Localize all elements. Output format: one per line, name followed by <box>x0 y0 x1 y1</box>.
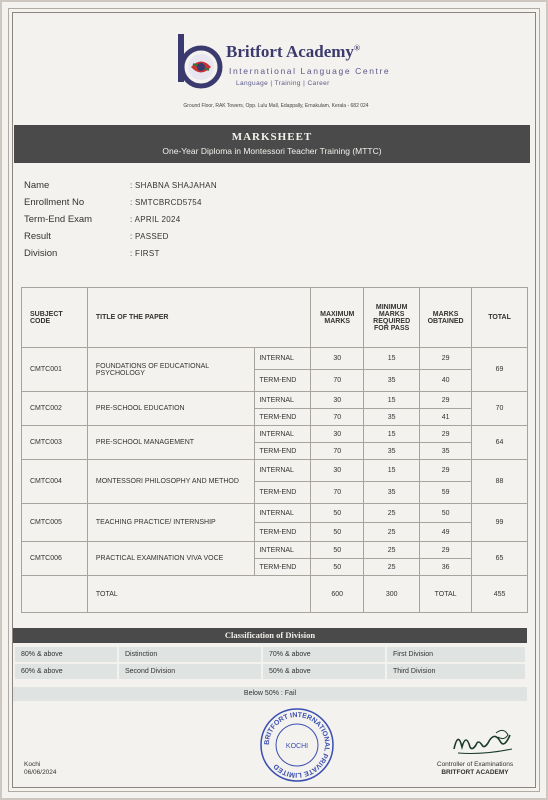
table-row <box>22 348 528 370</box>
issue-place: Kochi <box>24 761 41 768</box>
britfort-logo-icon <box>177 34 223 92</box>
company-seal-icon <box>259 707 335 783</box>
max-marks: 50 <box>311 523 364 542</box>
subject-total: 70 <box>472 392 528 426</box>
assessment-type: INTERNAL <box>255 504 311 523</box>
classification-division: Distinction <box>118 646 262 663</box>
marks-obtained: 29 <box>420 460 472 482</box>
classification-table <box>13 645 527 681</box>
assessment-type: TERM-END <box>255 559 311 576</box>
max-marks: 30 <box>311 392 364 409</box>
paper-title: MONTESSORI PHILOSOPHY AND METHOD <box>87 460 254 504</box>
course-name: One-Year Diploma in Montessori Teacher Training (MTTC) <box>162 146 382 156</box>
marks-obtained: 40 <box>420 370 472 392</box>
min-marks: 25 <box>364 542 420 559</box>
total-obtained-label: TOTAL <box>420 576 472 613</box>
min-marks: 35 <box>364 482 420 504</box>
table-row <box>22 460 528 482</box>
info-value: : APRIL 2024 <box>130 215 181 224</box>
fail-criteria: Below 50% : Fail <box>13 687 527 701</box>
controller-block <box>420 761 530 777</box>
controller-org: BRITFORT ACADEMY <box>441 769 509 776</box>
marks-obtained: 36 <box>420 559 472 576</box>
subject-code: CMTC004 <box>22 460 88 504</box>
assessment-type: TERM-END <box>255 370 311 392</box>
header-max-marks: MAXIMUM MARKS <box>311 288 364 348</box>
max-marks: 30 <box>311 426 364 443</box>
subject-code: CMTC003 <box>22 426 88 460</box>
assessment-type: TERM-END <box>255 409 311 426</box>
min-marks: 15 <box>364 392 420 409</box>
info-label: Term-End Exam <box>24 214 93 225</box>
assessment-type: INTERNAL <box>255 426 311 443</box>
header-title: TITLE OF THE PAPER <box>87 288 310 348</box>
min-marks: 35 <box>364 409 420 426</box>
issue-date: 06/06/2024 <box>24 769 57 776</box>
min-marks: 35 <box>364 443 420 460</box>
brand-tagline: Language | Training | Career <box>236 80 330 87</box>
min-marks: 25 <box>364 504 420 523</box>
max-marks: 50 <box>311 542 364 559</box>
min-marks: 25 <box>364 523 420 542</box>
subject-code: CMTC006 <box>22 542 88 576</box>
info-value: : SMTCBRCD5754 <box>130 198 202 207</box>
marks-obtained: 29 <box>420 542 472 559</box>
paper-title: PRE-SCHOOL EDUCATION <box>87 392 254 426</box>
info-label: Division <box>24 248 58 259</box>
header-total: TOTAL <box>472 288 528 348</box>
brand-subtitle: International Language Centre <box>229 66 391 76</box>
marks-obtained: 29 <box>420 348 472 370</box>
paper-title: PRACTICAL EXAMINATION VIVA VOCE <box>87 542 254 576</box>
paper-title: FOUNDATIONS OF EDUCATIONAL PSYCHOLOGY <box>87 348 254 392</box>
seal-ring-text: BRITFORT INTERNATIONAL PRIVATE LIMITED <box>263 711 331 779</box>
max-marks: 70 <box>311 409 364 426</box>
address: Ground Floor, RAK Towers, Opp. Lulu Mall, Edappally, Ernakulam, Kerala - 682 024 <box>183 103 369 109</box>
classification-range: 80% & above <box>14 646 118 663</box>
paper-title: TEACHING PRACTICE/ INTERNSHIP <box>87 504 254 542</box>
controller-title: Controller of Examinations <box>436 761 514 768</box>
subject-total: 88 <box>472 460 528 504</box>
classification-range: 70% & above <box>262 646 386 663</box>
paper-title: PRE-SCHOOL MANAGEMENT <box>87 426 254 460</box>
subject-code: CMTC002 <box>22 392 88 426</box>
assessment-type: INTERNAL <box>255 392 311 409</box>
max-marks: 70 <box>311 370 364 392</box>
classification-title: Classification of Division <box>13 628 527 643</box>
subject-total: 64 <box>472 426 528 460</box>
assessment-type: INTERNAL <box>255 348 311 370</box>
grand-total-row <box>22 576 528 613</box>
table-row <box>22 392 528 409</box>
classification-row <box>14 646 526 663</box>
marks-obtained: 29 <box>420 392 472 409</box>
seal-center-text: KOCHI <box>285 743 309 750</box>
table-row <box>22 426 528 443</box>
subject-code: CMTC005 <box>22 504 88 542</box>
signature-icon <box>448 725 518 759</box>
marks-obtained: 50 <box>420 504 472 523</box>
max-marks: 50 <box>311 504 364 523</box>
max-marks: 50 <box>311 559 364 576</box>
classification-division: First Division <box>386 646 526 663</box>
marksheet-banner <box>14 125 530 163</box>
marks-body <box>22 348 528 613</box>
spacer-cell <box>22 576 88 613</box>
subject-total: 99 <box>472 504 528 542</box>
place-date <box>24 761 57 777</box>
marks-obtained: 35 <box>420 443 472 460</box>
info-label: Name <box>24 180 50 191</box>
header-subject-code: SUBJECT CODE <box>22 288 88 348</box>
assessment-type: INTERNAL <box>255 542 311 559</box>
grand-total: 455 <box>472 576 528 613</box>
marks-table <box>21 287 528 613</box>
max-marks: 70 <box>311 443 364 460</box>
total-max-marks: 600 <box>311 576 364 613</box>
info-label: Result <box>24 231 51 242</box>
min-marks: 15 <box>364 426 420 443</box>
max-marks: 30 <box>311 460 364 482</box>
classification-row <box>14 663 526 680</box>
header-marks-obtained: MARKS OBTAINED <box>420 288 472 348</box>
marks-obtained: 41 <box>420 409 472 426</box>
brand-name: Britfort Academy® <box>226 42 360 61</box>
max-marks: 70 <box>311 482 364 504</box>
marks-obtained: 49 <box>420 523 472 542</box>
marks-obtained: 59 <box>420 482 472 504</box>
table-row <box>22 542 528 559</box>
marks-obtained: 29 <box>420 426 472 443</box>
table-row <box>22 504 528 523</box>
max-marks: 30 <box>311 348 364 370</box>
min-marks: 15 <box>364 460 420 482</box>
info-value: : PASSED <box>130 232 169 241</box>
min-marks: 35 <box>364 370 420 392</box>
info-value: : SHABNA SHAJAHAN <box>130 181 217 190</box>
assessment-type: TERM-END <box>255 443 311 460</box>
assessment-type: INTERNAL <box>255 460 311 482</box>
subject-code: CMTC001 <box>22 348 88 392</box>
classification-division: Third Division <box>386 663 526 680</box>
min-marks: 15 <box>364 348 420 370</box>
total-label: TOTAL <box>87 576 310 613</box>
total-min-marks: 300 <box>364 576 420 613</box>
info-value: : FIRST <box>130 249 160 258</box>
marksheet-title: MARKSHEET <box>231 131 313 143</box>
classification-division: Second Division <box>118 663 262 680</box>
subject-total: 69 <box>472 348 528 392</box>
table-header-row <box>22 288 528 348</box>
assessment-type: TERM-END <box>255 482 311 504</box>
header-min-marks: MINIMUM MARKS REQUIRED FOR PASS <box>364 288 420 348</box>
classification-range: 60% & above <box>14 663 118 680</box>
assessment-type: TERM-END <box>255 523 311 542</box>
info-label: Enrollment No <box>24 197 85 208</box>
min-marks: 25 <box>364 559 420 576</box>
classification-range: 50% & above <box>262 663 386 680</box>
subject-total: 65 <box>472 542 528 576</box>
